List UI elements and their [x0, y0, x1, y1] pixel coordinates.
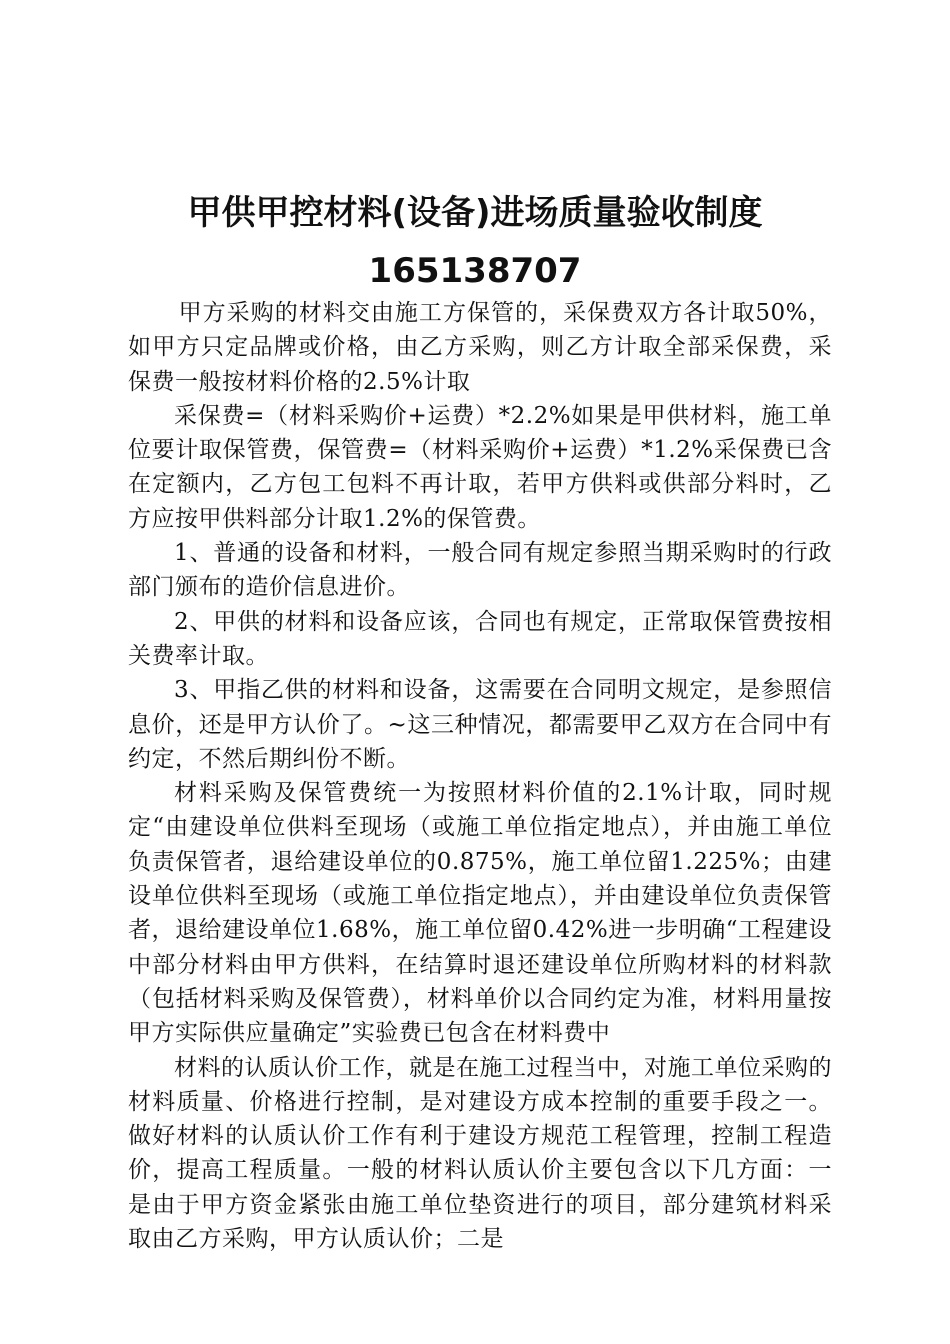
- paragraph-4: 2、甲供的材料和设备应该，合同也有规定，正常取保管费按相关费率计取。: [128, 608, 832, 669]
- document-title: [0, 184, 950, 300]
- paragraph-7: 材料的认质认价工作，就是在施工过程当中，对施工单位采购的材料质量、价格进行控制，是对建设方成本控制的重要手段之一。做好材料的认质认价工作有利于建设方规范工程管理，控制工程造价，提高工程质量。一般的材料认质认价主要包含以下几方面：一是由于甲方资金紧张由施工单位垫资进行的项目，部分建筑材料采取由乙方采购，甲方认质认价；二是: [128, 1054, 832, 1253]
- document-body: [128, 296, 832, 1256]
- paragraph-5: 3、甲指乙供的材料和设备，这需要在合同明文规定，是参照信息价，还是甲方认价了。~这三种情况，都需要甲乙双方在合同中有约定，不然后期纠份不断。: [128, 677, 832, 772]
- title-line-1: 甲供甲控材料(设备)进场质量验收制度: [187, 193, 763, 233]
- paragraph-3: 1、普通的设备和材料，一般合同有规定参照当期采购时的行政部门颁布的造价信息进价。: [128, 540, 832, 601]
- paragraph-6: 材料采购及保管费统一为按照材料价值的2.1%计取，同时规定“由建设单位供料至现场（或施工单位指定地点），并由施工单位负责保管者，退给建设单位的0.875%，施工单位留1.225%；由建设单位供料至现场（或施工单位指定地点），并由建设单位负责保管者，退给建设单位1.68%，施工单位留0.42%进一步明确“工程建设中部分材料由甲方供料，在结算时退还建设单位所购材料的材料款（包括材料采购及保管费），材料单价以合同约定为准，材料用量按甲方实际供应量确定”实验费已包含在材料费中: [128, 780, 832, 1047]
- title-line-2: 165138707: [368, 251, 582, 291]
- paragraph-2: 采保费=（材料采购价+运费）*2.2%如果是甲供材料，施工单位要计取保管费，保管费=（材料采购价+运费）*1.2%采保费已含在定额内，乙方包工包料不再计取，若甲方供料或供部分料时，乙方应按甲供料部分计取1.2%的保管费。: [128, 402, 832, 532]
- paragraph-1: 甲方采购的材料交由施工方保管的，采保费双方各计取50%，如甲方只定品牌或价格，由乙方采购，则乙方计取全部采保费，采保费一般按材料价格的2.5%计取: [128, 300, 832, 395]
